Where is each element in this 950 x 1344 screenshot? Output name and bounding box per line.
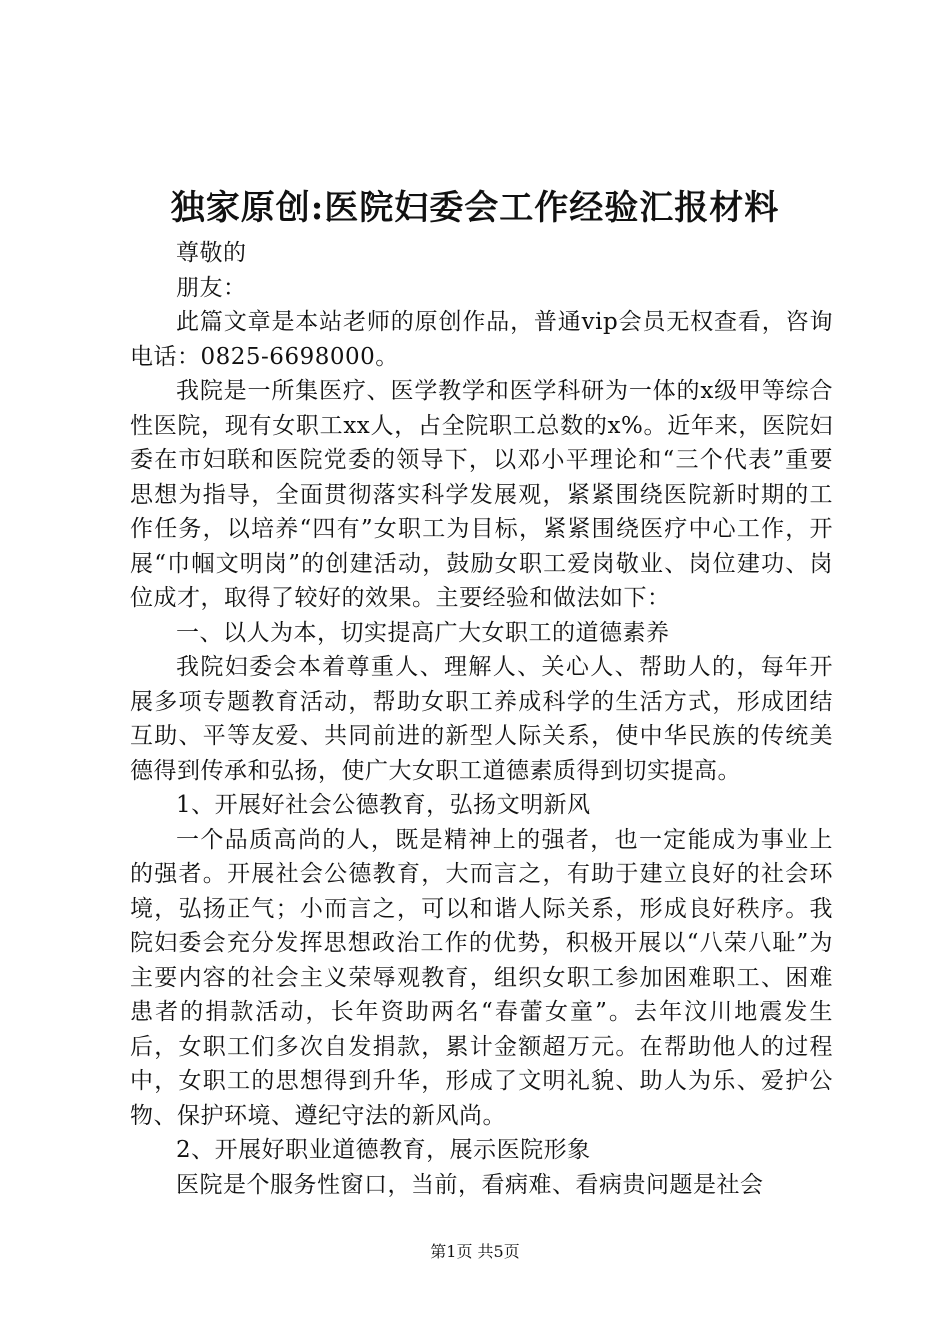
- salutation-line-2: 朋友：: [176, 274, 247, 301]
- subsection-1-paragraph: 一个品质高尚的人，既是精神上的强者，也一定能成为事业上的强者。开展社会公德教育，大而言之，有助于建立良好的社会环境，弘扬正气；小而言之，可以和谐人际关系，形成良好秩序。我院妇委会充分发挥思想政治工作的优势，积极开展以“八荣八耻”为主要内容的社会主义荣辱观教育，组织女职工参加困难职工、困难患者的捐款活动，长年资助两名“春蕾女童”。去年汶川地震发生后，女职工们多次自发捐款，累计金额超万元。在帮助他人的过程中，女职工的思想得到升华，形成了文明礼貌、助人为乐、爱护公物、保护环境、遵纪守法的新风尚。: [130, 826, 833, 1129]
- subsection-2-paragraph: 医院是个服务性窗口，当前，看病难、看病贵问题是社会: [176, 1171, 764, 1198]
- section-heading-1: 一、以人为本，切实提高广大女职工的道德素养: [176, 619, 670, 646]
- document-title: 独家原创:医院妇委会工作经验汇报材料: [170, 188, 780, 228]
- document-body: [130, 236, 833, 1202]
- page-footer: 第1页 共5页: [430, 1242, 520, 1261]
- notice-paragraph: 此篇文章是本站老师的原创作品，普通vip会员无权查看，咨询电话：0825-6698000。: [130, 309, 833, 370]
- subsection-heading-2: 2、开展好职业道德教育，展示医院形象: [176, 1137, 591, 1163]
- salutation-line-1: 尊敬的: [176, 240, 247, 266]
- section-1-paragraph: 我院妇委会本着尊重人、理解人、关心人、帮助人的，每年开展多项专题教育活动，帮助女职工养成科学的生活方式，形成团结互助、平等友爱、共同前进的新型人际关系，使中华民族的传统美德得到传承和弘扬，使广大女职工道德素质得到切实提高。: [130, 654, 833, 784]
- intro-paragraph: 我院是一所集医疗、医学教学和医学科研为一体的x级甲等综合性医院，现有女职工xx人，占全院职工总数的x%。近年来，医院妇委在市妇联和医院党委的领导下，以邓小平理论和“三个代表”重要思想为指导，全面贯彻落实科学发展观，紧紧围绕医院新时期的工作任务，以培养“四有”女职工为目标，紧紧围绕医疗中心工作，开展“巾帼文明岗”的创建活动，鼓励女职工爱岗敬业、岗位建功、岗位成才，取得了较好的效果。主要经验和做法如下：: [130, 378, 833, 611]
- subsection-heading-1: 1、开展好社会公德教育，弘扬文明新风: [176, 792, 591, 818]
